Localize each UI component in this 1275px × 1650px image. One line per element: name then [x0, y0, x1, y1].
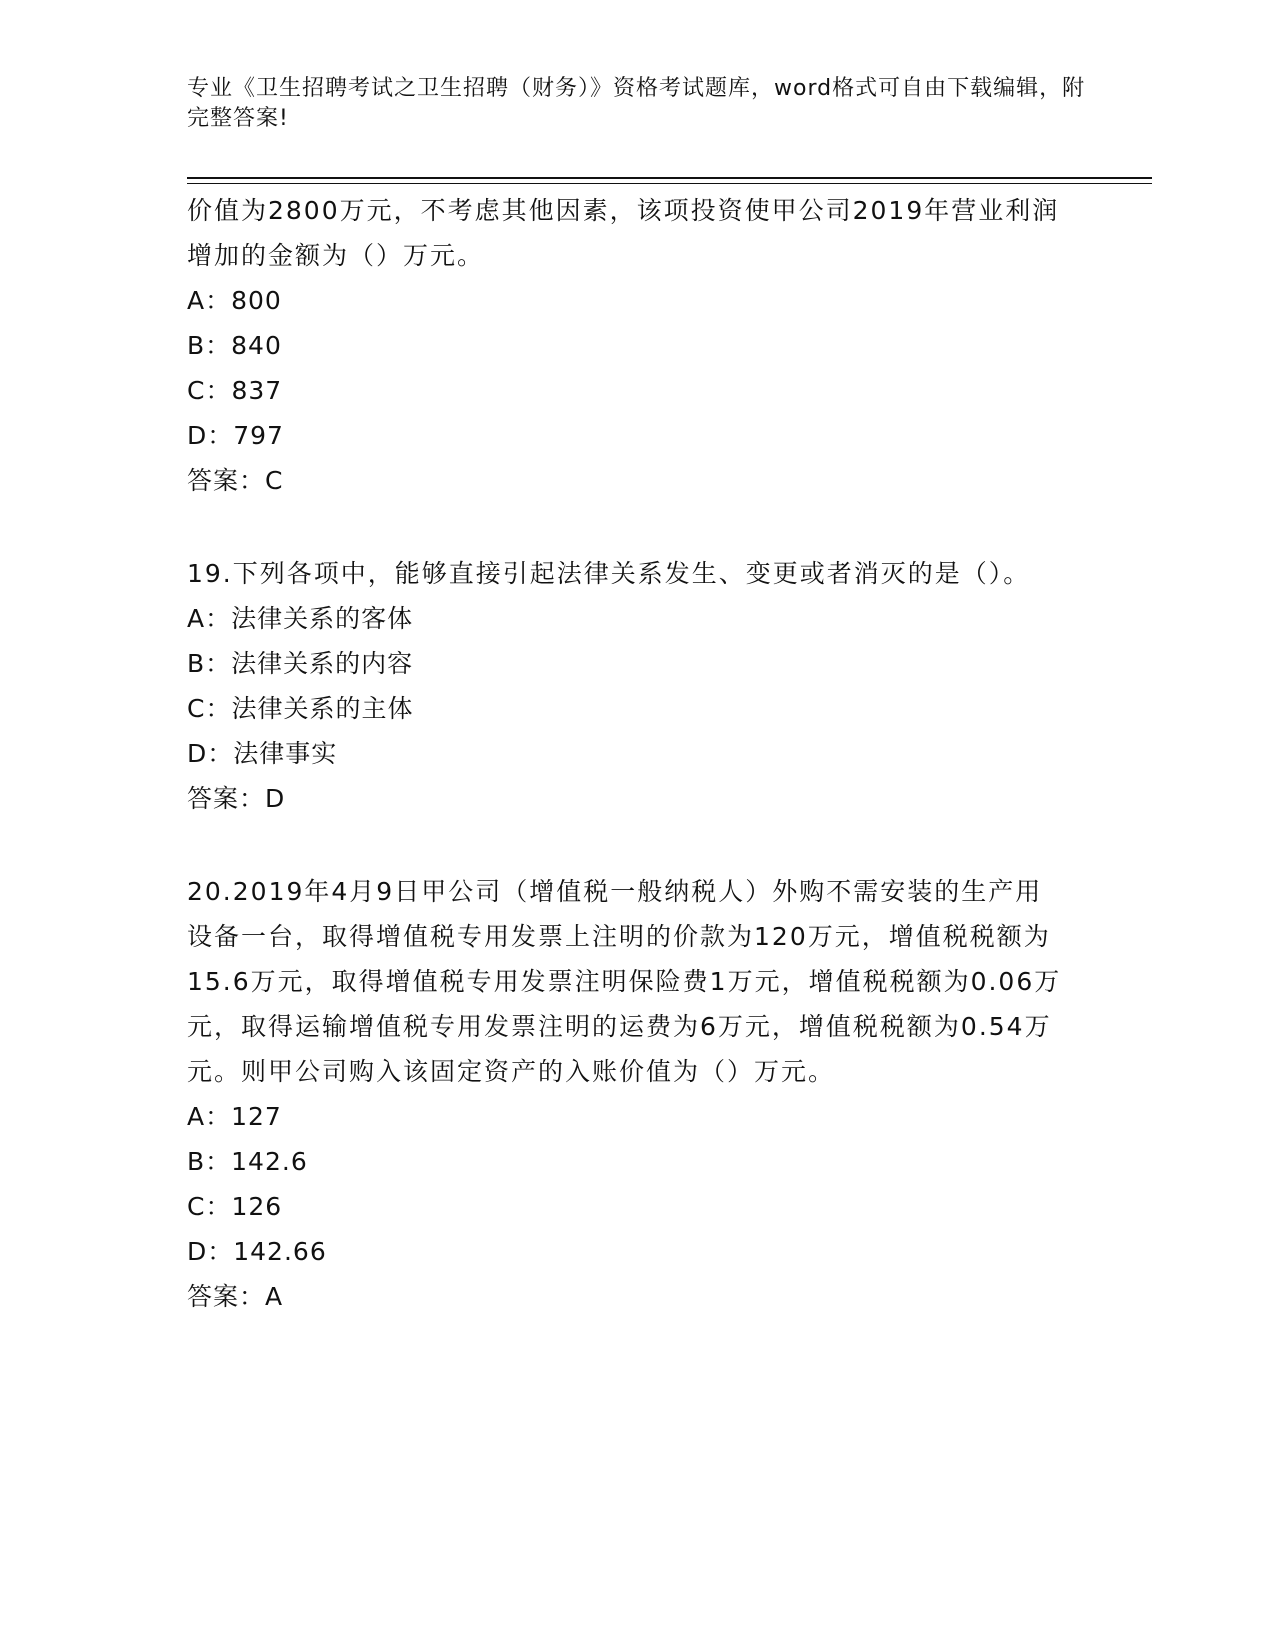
option-c: C：法律关系的主体	[187, 694, 414, 723]
question-block	[187, 869, 1067, 1319]
spacer	[187, 503, 1067, 551]
header-divider-thin	[187, 183, 1152, 184]
header-divider-thick	[187, 177, 1152, 179]
option-a: A：800	[187, 286, 282, 315]
question-block	[187, 188, 1067, 503]
option-b: B：142.6	[187, 1147, 308, 1176]
answer: 答案：D	[187, 784, 286, 813]
question-text: 20.2019年4月9日甲公司（增值税一般纳税人）外购不需安装的生产用设备一台，取得增值税专用发票上注明的价款为120万元，增值税税额为15.6万元，取得增值税专用发票注明保险费1万元，增值税税额为0.06万元，取得运输增值税专用发票注明的运费为6万元，增值税税额为0.54万元。则甲公司购入该固定资产的入账价值为（）万元。	[187, 877, 1062, 1086]
spacer	[187, 821, 1067, 869]
answer: 答案：A	[187, 1282, 284, 1311]
document-header: 专业《卫生招聘考试之卫生招聘（财务）》资格考试题库，word格式可自由下载编辑，附完整答案!	[187, 76, 1086, 131]
option-c: C：126	[187, 1192, 283, 1221]
option-b: B：840	[187, 331, 282, 360]
question-list	[187, 188, 1067, 1319]
answer: 答案：C	[187, 466, 284, 495]
option-d: D：法律事实	[187, 739, 338, 768]
option-b: B：法律关系的内容	[187, 649, 414, 678]
question-text: 19.下列各项中，能够直接引起法律关系发生、变更或者消灭的是（）。	[187, 559, 1031, 588]
option-a: A：127	[187, 1102, 282, 1131]
option-c: C：837	[187, 376, 283, 405]
option-d: D：142.66	[187, 1237, 327, 1266]
question-text: 价值为2800万元，不考虑其他因素，该项投资使甲公司2019年营业利润增加的金额为（）万元。	[187, 196, 1060, 270]
question-block	[187, 551, 1067, 821]
option-a: A：法律关系的客体	[187, 604, 414, 633]
option-d: D：797	[187, 421, 284, 450]
